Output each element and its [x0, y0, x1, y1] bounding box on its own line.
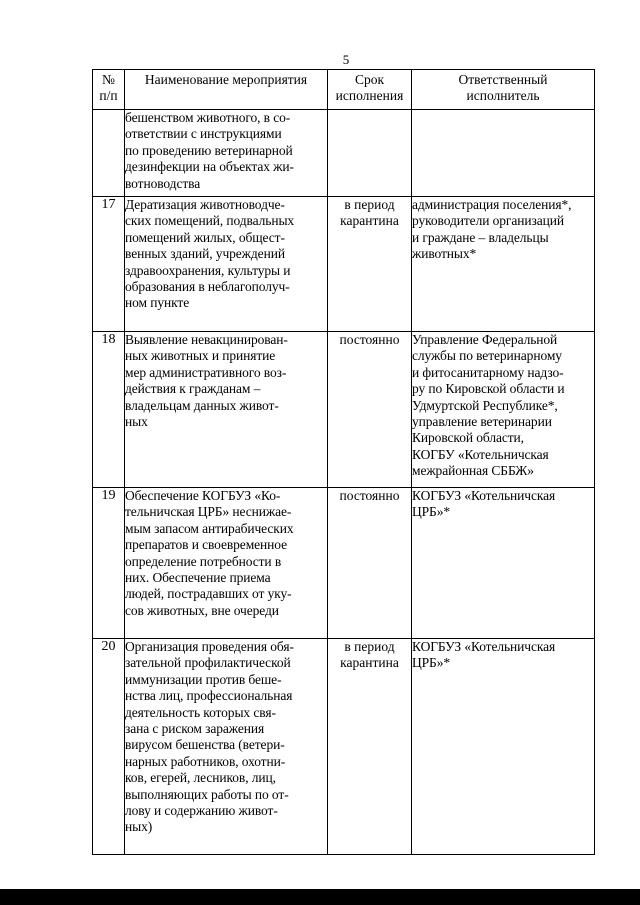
table-header-row [93, 70, 595, 110]
scan-bottom-border [0, 889, 640, 905]
row-responsible: администрация поселения*, руководители организаций и граждане – владельцы животных* [412, 197, 595, 332]
table-row [93, 110, 595, 197]
header-responsible: Ответственный исполнитель [412, 70, 595, 110]
row-number [93, 110, 125, 197]
row-responsible: КОГБУЗ «Котельничская ЦРБ»* [412, 639, 595, 855]
row-responsible: КОГБУЗ «Котельничская ЦРБ»* [412, 488, 595, 639]
row-number: 19 [93, 488, 125, 639]
row-number: 18 [93, 332, 125, 488]
row-responsible: Управление Федеральной службы по ветеринарному и фитосанитарному надзо- ру по Кировской области и Удмуртской Республике*, управление ветеринарии Кировской области, КОГБУ «Котельничская межрайонная СББЖ» [412, 332, 595, 488]
row-measure-name: Выявление невакцинирован- ных животных и принятие мер административного воз- действия к гражданам – владельцам данных живот- ных [125, 332, 328, 488]
row-number: 20 [93, 639, 125, 855]
row-measure-name: Организация проведения обя- зательной профилактической иммунизации против беше- нства лиц, профессиональная деятельность которых свя- зана с риском заражения вирусом бешенства (ветери- нарных работников, охотни- ков, егерей, лесников, лиц, выполняющих работы по от- лову и содержанию живот- ных) [125, 639, 328, 855]
row-measure-name: Обеспечение КОГБУЗ «Ко- тельничская ЦРБ» неснижае- мым запасом антирабических препаратов и своевременное определение потребности в них. Обеспечение приема людей, пострадавших от уку- сов животных, вне очереди [125, 488, 328, 639]
row-term: постоянно [328, 332, 412, 488]
page-number: 5 [342, 52, 350, 67]
header-num: № п/п [93, 70, 125, 110]
row-term: постоянно [328, 488, 412, 639]
table-row [93, 488, 595, 639]
row-measure-name: бешенством животного, в со- ответствии с инструкциями по проведению ветеринарной дезинфекции на объектах жи- вотноводства [125, 110, 328, 197]
header-term: Срок исполнения [328, 70, 412, 110]
table-row [93, 639, 595, 855]
header-name: Наименование мероприятия [125, 70, 328, 110]
measures-table [92, 69, 595, 855]
table-row [93, 332, 595, 488]
row-responsible [412, 110, 595, 197]
row-term [328, 110, 412, 197]
row-term: в период карантина [328, 639, 412, 855]
row-number: 17 [93, 197, 125, 332]
table-row [93, 197, 595, 332]
row-measure-name: Дератизация животноводче- ских помещений, подвальных помещений жилых, общест- венных зданий, учреждений здравоохранения, культуры и образования в неблагополуч- ном пункте [125, 197, 328, 332]
row-term: в период карантина [328, 197, 412, 332]
